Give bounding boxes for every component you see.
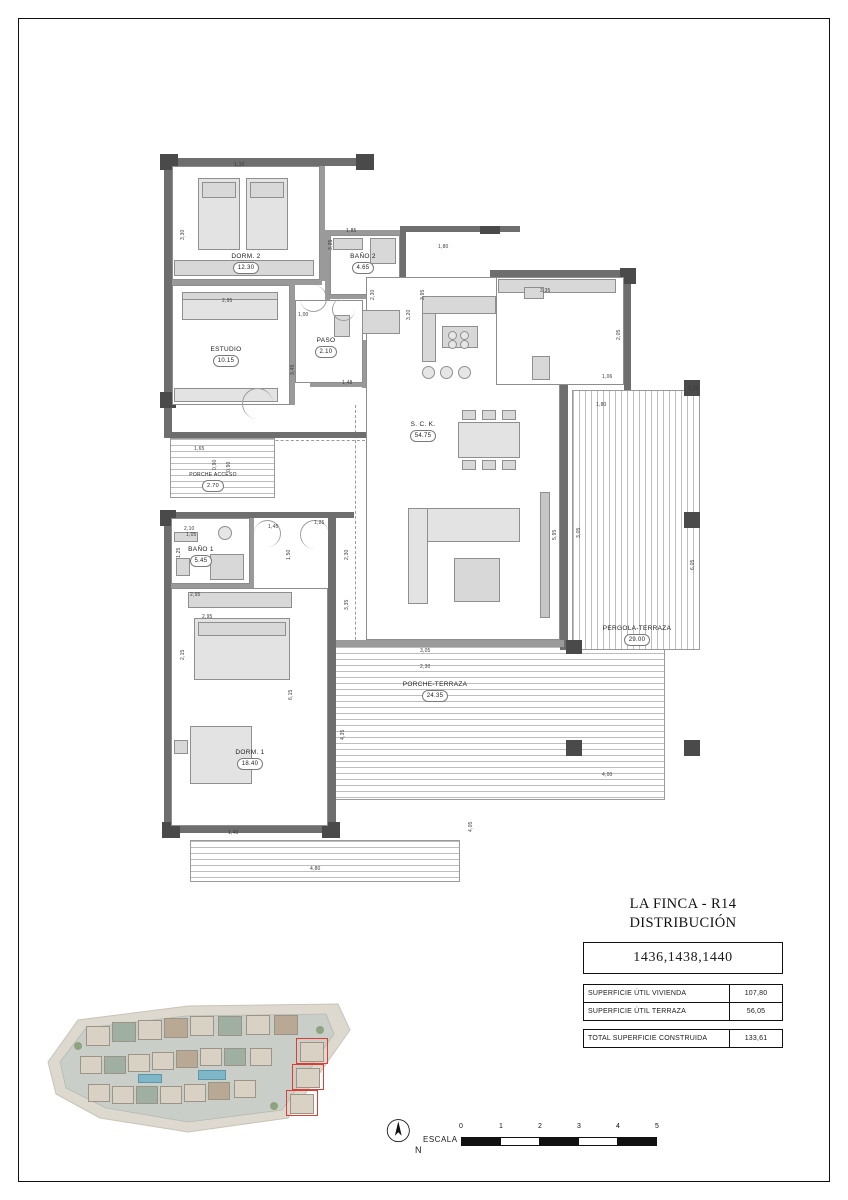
wardrobe-dorm1 <box>188 592 292 608</box>
pillow-dorm2-right <box>250 182 284 198</box>
scale-tick: 5 <box>655 1123 659 1130</box>
fridge-kitchen <box>532 356 550 380</box>
site-tree <box>316 1026 324 1034</box>
dim-5: 1,80 <box>438 244 449 250</box>
dim-6: 3,35 <box>540 288 551 294</box>
scale-tick: 3 <box>577 1123 581 1130</box>
total-area-label: TOTAL SUPERFICIE CONSTRUIDA <box>588 1035 708 1042</box>
pillow-dorm1 <box>198 622 286 636</box>
hob-burner-c <box>448 340 457 349</box>
drawing-subtitle: DISTRIBUCIÓN <box>629 915 737 931</box>
wall-kitchen-top <box>490 270 630 277</box>
wall-living-bottom <box>336 640 564 647</box>
door-estudio <box>242 388 273 419</box>
dim-37: 4,80 <box>310 866 321 872</box>
column-pergola-se <box>684 740 700 756</box>
dim-30: 3,05 <box>576 527 582 538</box>
dining-table <box>458 422 520 458</box>
table-row-total <box>584 1030 782 1047</box>
room-label-dorm2: DORM. 2 12.30 <box>210 252 282 274</box>
wall-bedroom-block-bottom <box>164 432 374 438</box>
column-pergola-s <box>566 640 582 654</box>
project-title <box>583 895 783 933</box>
dim-17: 1,65 <box>194 446 205 452</box>
scale-segment <box>501 1138 540 1145</box>
scale-bar <box>461 1137 657 1146</box>
dim-10: 2,30 <box>370 289 376 300</box>
scale-label: ESCALA <box>423 1135 458 1144</box>
kitchen-counter-top <box>498 279 616 293</box>
site-house <box>218 1016 242 1036</box>
hob-burner-b <box>460 331 469 340</box>
dining-chair-2 <box>482 410 496 420</box>
site-house <box>176 1050 198 1068</box>
column-pergola-e <box>684 512 700 528</box>
site-house <box>160 1086 182 1104</box>
room-label-porche-terraza: PORCHE-TERRAZA 24.35 <box>370 680 500 702</box>
scale-tick-labels <box>453 1123 663 1135</box>
site-tree <box>270 1102 278 1110</box>
dim-2: 3,30 <box>180 229 186 240</box>
room-label-dorm1: DORM. 1 18.40 <box>218 748 282 770</box>
hob-burner-d <box>460 340 469 349</box>
stool-c <box>458 366 471 379</box>
dim-23: 1,25 <box>176 547 182 558</box>
site-house <box>164 1018 188 1038</box>
dim-14: 1,06 <box>602 374 613 380</box>
dim-13: 2,05 <box>616 329 622 340</box>
stool-a <box>422 366 435 379</box>
highlighted-unit-1440 <box>286 1090 318 1116</box>
wall-living-right <box>560 385 568 650</box>
dim-40: 2,10 <box>184 526 195 532</box>
highlighted-unit-1438 <box>292 1064 324 1090</box>
site-house <box>80 1056 102 1074</box>
dim-22: 1,50 <box>286 549 292 560</box>
room-label-porche-acceso: PORCHE ACCESO 2.70 <box>188 472 238 492</box>
pergola-terrace-deck <box>572 390 700 650</box>
dining-chair-4 <box>462 460 476 470</box>
room-label-sck: S. C. K. 54.75 <box>388 420 458 442</box>
dim-9: 3,45 <box>290 364 296 375</box>
dim-29: 5,95 <box>552 529 558 540</box>
dim-11: 3,20 <box>406 309 412 320</box>
dim-7: 2,95 <box>222 298 233 304</box>
area-value-terraza: 56,05 <box>729 1003 782 1020</box>
entry-terrace-deck <box>190 840 460 882</box>
sofa-living-main <box>422 508 520 542</box>
site-house <box>136 1086 158 1104</box>
dim-8: 1,00 <box>298 312 309 318</box>
scale-segment <box>540 1138 579 1145</box>
scale-tick: 0 <box>459 1123 463 1130</box>
site-house <box>128 1054 150 1072</box>
dim-26: 2,95 <box>202 614 213 620</box>
scale-segment <box>462 1138 501 1145</box>
column-pergola-sw <box>566 740 582 756</box>
site-house <box>112 1022 136 1042</box>
site-house <box>86 1026 110 1046</box>
scale-tick: 4 <box>616 1123 620 1130</box>
site-pool <box>198 1070 226 1080</box>
site-house <box>250 1048 272 1066</box>
room-kitchen-zone <box>496 277 624 385</box>
dim-36: 4,00 <box>602 772 613 778</box>
site-house <box>104 1056 126 1074</box>
scale-tick: 1 <box>499 1123 503 1130</box>
door-bano2 <box>332 298 355 321</box>
unit-reference: 1436,1438,1440 <box>583 942 783 974</box>
wall-dorm1-right <box>328 518 336 838</box>
dim-38: 1,40 <box>228 830 239 836</box>
project-name: LA FINCA - R14 <box>629 896 737 912</box>
room-label-paso: PASO 2.10 <box>297 336 355 358</box>
dining-chair-3 <box>502 410 516 420</box>
wall-paso-bottom <box>310 383 365 387</box>
column-ne-bedroom <box>356 154 374 170</box>
dining-chair-6 <box>502 460 516 470</box>
coffee-table-living <box>454 558 500 602</box>
dim-39: 3,95 <box>420 289 426 300</box>
wall-upper-right-top <box>400 226 520 232</box>
room-label-bano2: BAÑO 2 4.65 <box>332 252 394 274</box>
kitchen-island <box>422 296 496 314</box>
table-row <box>584 985 782 1003</box>
floor-plan <box>150 140 750 880</box>
site-location-map <box>38 990 358 1140</box>
dim-15: 1,20 <box>688 386 699 392</box>
wall-exterior-top-left <box>164 158 374 166</box>
column-upper-right-a <box>480 226 500 234</box>
total-area-box <box>583 1029 783 1048</box>
hob-burner-a <box>448 331 457 340</box>
site-house <box>88 1084 110 1102</box>
room-label-estudio: ESTUDIO 10.15 <box>190 345 262 367</box>
areas-table <box>583 984 783 1021</box>
area-label-vivienda: SUPERFICIE ÚTIL VIVIENDA <box>588 990 687 997</box>
dim-42: 4,05 <box>468 821 474 832</box>
axis-line-vertical <box>355 405 356 665</box>
dim-3: 3,25 <box>328 239 334 250</box>
site-house <box>274 1015 298 1035</box>
room-label-bano1: BAÑO 1 5.45 <box>170 545 232 567</box>
highlighted-unit-1436 <box>296 1038 328 1064</box>
dim-41: 0,90 <box>212 459 218 470</box>
dim-34: 3,05 <box>420 648 431 654</box>
dim-19: 1,25 <box>314 520 325 526</box>
dim-24: 2,95 <box>190 592 201 598</box>
dim-31: 6,05 <box>690 559 696 570</box>
site-pool <box>138 1074 162 1083</box>
tv-unit-living <box>540 492 550 618</box>
table-row <box>584 1003 782 1021</box>
scale-segment <box>579 1138 618 1145</box>
wall-bano1-right <box>250 518 254 588</box>
dim-32: 6,15 <box>288 689 294 700</box>
scale-segment <box>618 1138 656 1145</box>
door-dorm2 <box>300 285 327 312</box>
dim-18: 0,90 <box>226 461 232 472</box>
north-compass-icon <box>383 1117 417 1151</box>
site-house <box>184 1084 206 1102</box>
site-house <box>190 1016 214 1036</box>
site-house <box>112 1086 134 1104</box>
wall-dorm1-bottom <box>164 826 336 833</box>
pillow-dorm2-left <box>202 182 236 198</box>
site-house <box>208 1082 230 1100</box>
dining-chair-1 <box>462 410 476 420</box>
dim-1: 1,10 <box>234 162 245 168</box>
scale-bar-group <box>383 1115 683 1159</box>
dim-20: 1,45 <box>268 524 279 530</box>
room-label-pergola-terraza: PERGOLA-TERRAZA 29.00 <box>582 624 692 646</box>
scale-tick: 2 <box>538 1123 542 1130</box>
site-house <box>246 1015 270 1035</box>
dim-33: 4,35 <box>340 729 346 740</box>
washbasin-bano1 <box>218 526 232 540</box>
nightstand-dorm1 <box>174 740 188 754</box>
dim-16: 1,80 <box>596 402 607 408</box>
dim-21: 1,05 <box>186 532 197 538</box>
site-house <box>200 1048 222 1066</box>
site-house <box>234 1080 256 1098</box>
porch-terrace-deck <box>335 640 665 800</box>
total-area-value: 133,61 <box>729 1030 782 1047</box>
dim-4: 1,85 <box>346 228 357 234</box>
dim-35: 2,30 <box>420 664 431 670</box>
dim-28: 3,35 <box>344 599 350 610</box>
site-tree <box>74 1042 82 1050</box>
site-house <box>138 1020 162 1040</box>
north-label: N <box>415 1145 422 1155</box>
sofa-living-chaise <box>408 508 428 604</box>
area-label-terraza: SUPERFICIE ÚTIL TERRAZA <box>588 1008 686 1015</box>
stool-b <box>440 366 453 379</box>
dim-27: 2,15 <box>180 649 186 660</box>
bathtub-bano2 <box>362 310 400 334</box>
dining-chair-5 <box>482 460 496 470</box>
site-house <box>224 1048 246 1066</box>
area-value-vivienda: 107,80 <box>729 985 782 1002</box>
site-house <box>152 1052 174 1070</box>
dim-12: 1,48 <box>342 380 353 386</box>
vanity-bano2 <box>333 238 363 250</box>
title-block <box>583 895 783 1048</box>
dim-25: 2,30 <box>344 549 350 560</box>
wall-kitchen-right <box>624 270 631 390</box>
